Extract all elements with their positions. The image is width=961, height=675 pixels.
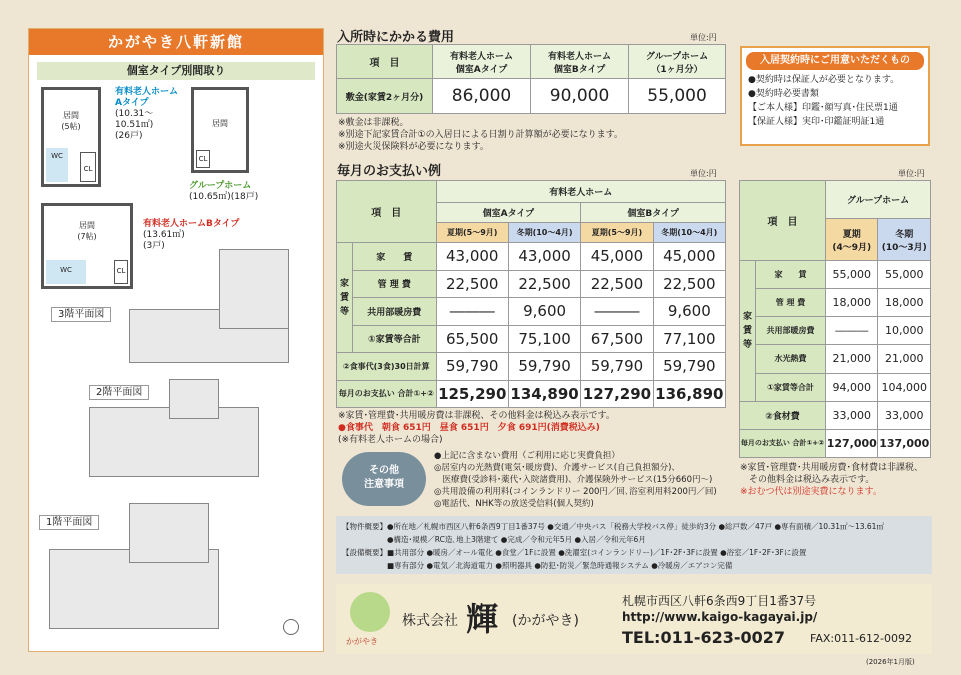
monthly-table: 項 目 有料老人ホーム 個室Aタイプ 個室Bタイプ 夏期(5～9月) 冬期(10～4月) 夏期(5～9月) 冬期(10～4月) 家 賃 等 家 賃 43,000 43,000 45,000 45,000 管 理 費 22,500 22,500 22,500 22,500 共用部暖房費 ――― 9,600 ――― 9,600 ①家賃等合計 65,500 75,100 67,500 77,100 ②食事代(3食)30日計算 59,790 59,790 59,790 59,790 毎月のお支払い 合計①+② 125,290 134,890 127,290 136,890 (336, 180, 726, 408)
floor3-label: 3階平面図 (51, 307, 111, 322)
floor2-label: 2階平面図 (89, 385, 149, 400)
room-b-plan: 居間 (7帖) WC CL (41, 203, 133, 289)
other-notes-badge: その他 注意事項 (342, 452, 426, 506)
edition-label: (2026年1月版) (866, 658, 915, 666)
wc-area: WC (46, 148, 68, 182)
compass-icon (283, 619, 299, 635)
company-fax: FAX:011-612-0092 (810, 632, 913, 645)
company-address: 札幌市西区八軒6条西9丁目1番37号 (622, 594, 817, 608)
closet-area: CL (196, 150, 210, 168)
gh-unit: 単位:円 (898, 169, 925, 178)
floor2-plan-wing (169, 379, 219, 419)
company-logo-icon (350, 592, 390, 632)
closet-area: CL (80, 152, 96, 182)
floor1-label: 1階平面図 (39, 515, 99, 530)
room-a-plan: 居間 (5帖) WC CL (41, 87, 101, 187)
room-types-heading: 個室タイプ別間取り (37, 62, 315, 80)
entry-unit: 単位:円 (690, 33, 717, 42)
gh-notes: ※家賃･管理費･共用暖房費･食材費は非課税、 その他料金は税込み表示です。 ※おむつ代は別途実費になります。 (740, 463, 924, 497)
company-prefix: 株式会社 (402, 613, 458, 629)
room-group-plan: 居間 CL (191, 87, 249, 173)
prepare-box: 入居契約時にご用意いただくもの ●契約時は保証人が必要となります。 ●契約時必要書類 【ご本人様】印鑑･顔写真･住民票1通 【保証人様】実印･印鑑証明証1通 (740, 46, 930, 146)
company-footer (336, 584, 932, 654)
facility-title: かがやき八軒新館 (29, 29, 323, 55)
entry-cost-table: 項 目 有料老人ホーム 個室Aタイプ 有料老人ホーム 個室Bタイプ グループホーム （1ヶ月分） 敷金(家賃2ヶ月分) 86,000 90,000 55,000 (336, 44, 726, 114)
monthly-title: 毎月のお支払い例 (337, 164, 442, 179)
floor1-plan-wing (129, 503, 209, 563)
company-tel[interactable]: TEL:011-623-0027 (622, 628, 786, 647)
monthly-notes: ※家賃･管理費･共用暖房費は非課税、その他料金は税込み表示です。 ●食事代 朝食 651円 昼食 651円 夕食 691円(消費税込み) (※有料老人ホームの場合) (338, 411, 615, 445)
other-notes: ●上記に含まない費用（ご利用に応じ実費負担） ◎居室内の光熱費(電気･暖房費)、介護サービス(自己負担額分)、 医療費(受診料･薬代･入院諸費用)、介護保険外サービス(15分660円～) ◎共用設備の利用料(コインランドリー 200円／回､浴室利用料200円／回) ◎電話代、NHK等の放送受信料(個人契約) (434, 451, 717, 509)
company-name: 輝 (466, 600, 499, 638)
company-kana: (かがやき) (512, 613, 579, 629)
floor-plan-panel (28, 28, 324, 652)
monthly-unit: 単位:円 (690, 169, 717, 178)
group-home-table: 項 目 グループホーム 夏期 (4～9月) 冬期 (10～3月) 家 賃 等 家 賃 55,000 55,000 管 理 費 18,000 18,000 共用部暖房費 ――― 10,000 水光熱費 21,000 21,000 ①家賃等合計 94,000 104,000 ②食材費 33,000 33,000 毎月のお支払い 合計①+② 127,000 137,000 (739, 180, 931, 458)
room-a-label: 有料老人ホーム Aタイプ (10.31～ 10.51㎡) (26戸) (115, 87, 179, 141)
room-b-label: 有料老人ホームBタイプ (13.61㎡) (3戸) (143, 219, 240, 251)
closet-area: CL (114, 260, 128, 284)
company-logo-text: かがやき (346, 637, 378, 646)
facility-overview: 【物件概要】●所在地／札幌市西区八軒6条西9丁目1番37号 ●交通／中央バス「税務大学校バス停」徒歩約3分 ●総戸数／47戸 ●専有面積／10.31㎡～13.61㎡ ●構造･規模／RC造､地上3階建て ●完成／令和元年5月 ●入居／令和元年6月 【設備概要】■共用部分 ●暖房／オール電化 ●食堂／1Fに設置 ●洗濯室(コインランドリー)／1F･2F･3Fに設置 ●浴室／1F･2F･3Fに設置 ■専有部分 ●電気／北海道電力 ●照明器具 ●防犯･防災／緊急時通報システム ●冷暖房／エアコン完備 (336, 516, 932, 574)
floor3-plan-wing (219, 249, 289, 329)
entry-cost-title: 入所時にかかる費用 (337, 30, 455, 45)
company-url[interactable]: http://www.kaigo-kagayai.jp/ (622, 610, 818, 624)
room-group-label: グループホーム (10.65㎡)(18戸) (189, 181, 259, 202)
wc-area: WC (46, 260, 86, 284)
entry-notes: ※敷金は非課税。 ※別途下記家賃合計①の入居日による日割り計算額が必要になります。 ※別途火災保険料が必要になります。 (338, 118, 623, 152)
